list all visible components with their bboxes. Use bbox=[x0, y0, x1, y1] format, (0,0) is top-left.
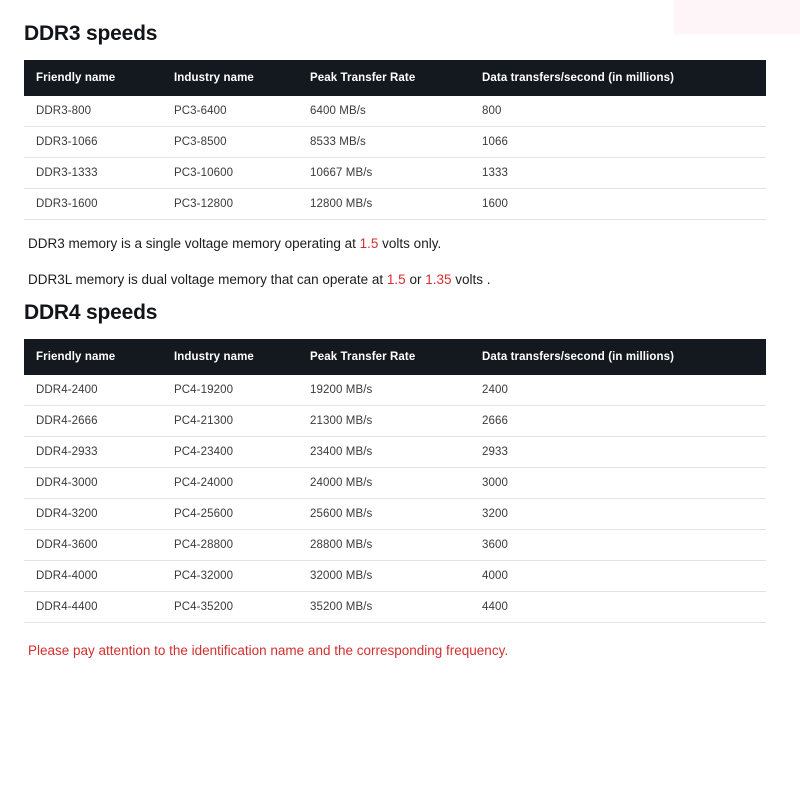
cell-data-transfers: 800 bbox=[470, 96, 766, 127]
page-title-ddr4: DDR4 speeds bbox=[24, 300, 158, 324]
cell-peak-transfer-rate: 32000 MB/s bbox=[298, 560, 470, 591]
cell-peak-transfer-rate: 24000 MB/s bbox=[298, 467, 470, 498]
cell-data-transfers: 4000 bbox=[470, 560, 766, 591]
cell-peak-transfer-rate: 12800 MB/s bbox=[298, 189, 470, 220]
cell-friendly-name: DDR4-2933 bbox=[24, 436, 162, 467]
cell-industry-name: PC4-28800 bbox=[162, 529, 298, 560]
column-header-industry-name: Industry name bbox=[162, 60, 298, 96]
ddr4-table-header bbox=[24, 339, 766, 375]
table-row bbox=[24, 436, 766, 467]
cell-peak-transfer-rate: 28800 MB/s bbox=[298, 529, 470, 560]
note-ddr3l-voltage-value-b: 1.35 bbox=[425, 272, 452, 288]
cell-industry-name: PC4-24000 bbox=[162, 467, 298, 498]
cell-friendly-name: DDR4-3600 bbox=[24, 529, 162, 560]
note-ddr3l-text-start: DDR3L memory is dual voltage memory that can operate at bbox=[28, 272, 387, 288]
column-header-friendly-name: Friendly name bbox=[24, 60, 162, 96]
cell-data-transfers: 3000 bbox=[470, 467, 766, 498]
table-row bbox=[24, 529, 766, 560]
note-ddr3l-voltage-value-a: 1.5 bbox=[386, 272, 406, 288]
cell-peak-transfer-rate: 23400 MB/s bbox=[298, 436, 470, 467]
note-ddr3l-voltage bbox=[28, 270, 766, 290]
ddr4-table-body bbox=[24, 375, 766, 623]
table-row bbox=[24, 467, 766, 498]
cell-peak-transfer-rate: 8533 MB/s bbox=[298, 127, 470, 158]
cell-data-transfers: 2666 bbox=[470, 405, 766, 436]
column-header-data-transfers: Data transfers/second (in millions) bbox=[470, 339, 766, 375]
table-row bbox=[24, 560, 766, 591]
cell-industry-name: PC3-10600 bbox=[162, 158, 298, 189]
note-ddr3l-text-end: volts . bbox=[451, 272, 491, 288]
cell-industry-name: PC3-8500 bbox=[162, 127, 298, 158]
cell-industry-name: PC4-25600 bbox=[162, 498, 298, 529]
cell-industry-name: PC4-21300 bbox=[162, 405, 298, 436]
cell-friendly-name: DDR4-2400 bbox=[24, 375, 162, 406]
cell-peak-transfer-rate: 6400 MB/s bbox=[298, 96, 470, 127]
page-corner-artifact bbox=[674, 0, 800, 34]
table-row bbox=[24, 498, 766, 529]
cell-friendly-name: DDR4-4400 bbox=[24, 591, 162, 622]
cell-industry-name: PC4-35200 bbox=[162, 591, 298, 622]
table-row bbox=[24, 405, 766, 436]
cell-friendly-name: DDR4-3200 bbox=[24, 498, 162, 529]
cell-data-transfers: 2400 bbox=[470, 375, 766, 406]
cell-data-transfers: 4400 bbox=[470, 591, 766, 622]
table-header-row bbox=[24, 60, 766, 96]
table-row bbox=[24, 375, 766, 406]
table-header-row bbox=[24, 339, 766, 375]
table-row bbox=[24, 96, 766, 127]
cell-data-transfers: 1600 bbox=[470, 189, 766, 220]
cell-friendly-name: DDR4-4000 bbox=[24, 560, 162, 591]
table-row bbox=[24, 158, 766, 189]
note-ddr3-text-start: DDR3 memory is a single voltage memory operating at bbox=[28, 236, 360, 251]
ddr3-table-body bbox=[24, 96, 766, 220]
cell-industry-name: PC4-19200 bbox=[162, 375, 298, 406]
column-header-industry-name: Industry name bbox=[162, 339, 298, 375]
column-header-peak-transfer-rate: Peak Transfer Rate bbox=[298, 339, 470, 375]
ddr3-table-header bbox=[24, 60, 766, 96]
cell-peak-transfer-rate: 21300 MB/s bbox=[298, 405, 470, 436]
cell-friendly-name: DDR3-1066 bbox=[24, 127, 162, 158]
table-row bbox=[24, 127, 766, 158]
ddr3-speeds-table bbox=[24, 60, 766, 220]
cell-peak-transfer-rate: 10667 MB/s bbox=[298, 158, 470, 189]
cell-industry-name: PC3-6400 bbox=[162, 96, 298, 127]
cell-data-transfers: 1333 bbox=[470, 158, 766, 189]
cell-peak-transfer-rate: 35200 MB/s bbox=[298, 591, 470, 622]
cell-data-transfers: 3200 bbox=[470, 498, 766, 529]
cell-friendly-name: DDR3-1600 bbox=[24, 189, 162, 220]
table-row bbox=[24, 189, 766, 220]
ddr4-speeds-table bbox=[24, 339, 766, 623]
cell-peak-transfer-rate: 25600 MB/s bbox=[298, 498, 470, 529]
note-ddr3l-text-mid: or bbox=[405, 272, 426, 288]
cell-industry-name: PC4-23400 bbox=[162, 436, 298, 467]
footer-attention-note: Please pay attention to the identification name and the corresponding frequency. bbox=[28, 642, 509, 658]
table-row bbox=[24, 591, 766, 622]
note-ddr3-voltage bbox=[28, 234, 766, 254]
page-title-ddr3: DDR3 speeds bbox=[24, 22, 158, 45]
note-ddr3-text-end: volts only. bbox=[378, 236, 442, 251]
cell-friendly-name: DDR4-3000 bbox=[24, 467, 162, 498]
cell-friendly-name: DDR3-800 bbox=[24, 96, 162, 127]
cell-industry-name: PC4-32000 bbox=[162, 560, 298, 591]
cell-friendly-name: DDR3-1333 bbox=[24, 158, 162, 189]
note-ddr3-voltage-value: 1.5 bbox=[359, 236, 379, 251]
column-header-peak-transfer-rate: Peak Transfer Rate bbox=[298, 60, 470, 96]
cell-data-transfers: 1066 bbox=[470, 127, 766, 158]
column-header-friendly-name: Friendly name bbox=[24, 339, 162, 375]
cell-data-transfers: 3600 bbox=[470, 529, 766, 560]
cell-industry-name: PC3-12800 bbox=[162, 189, 298, 220]
cell-data-transfers: 2933 bbox=[470, 436, 766, 467]
cell-peak-transfer-rate: 19200 MB/s bbox=[298, 375, 470, 406]
column-header-data-transfers: Data transfers/second (in millions) bbox=[470, 60, 766, 96]
cell-friendly-name: DDR4-2666 bbox=[24, 405, 162, 436]
